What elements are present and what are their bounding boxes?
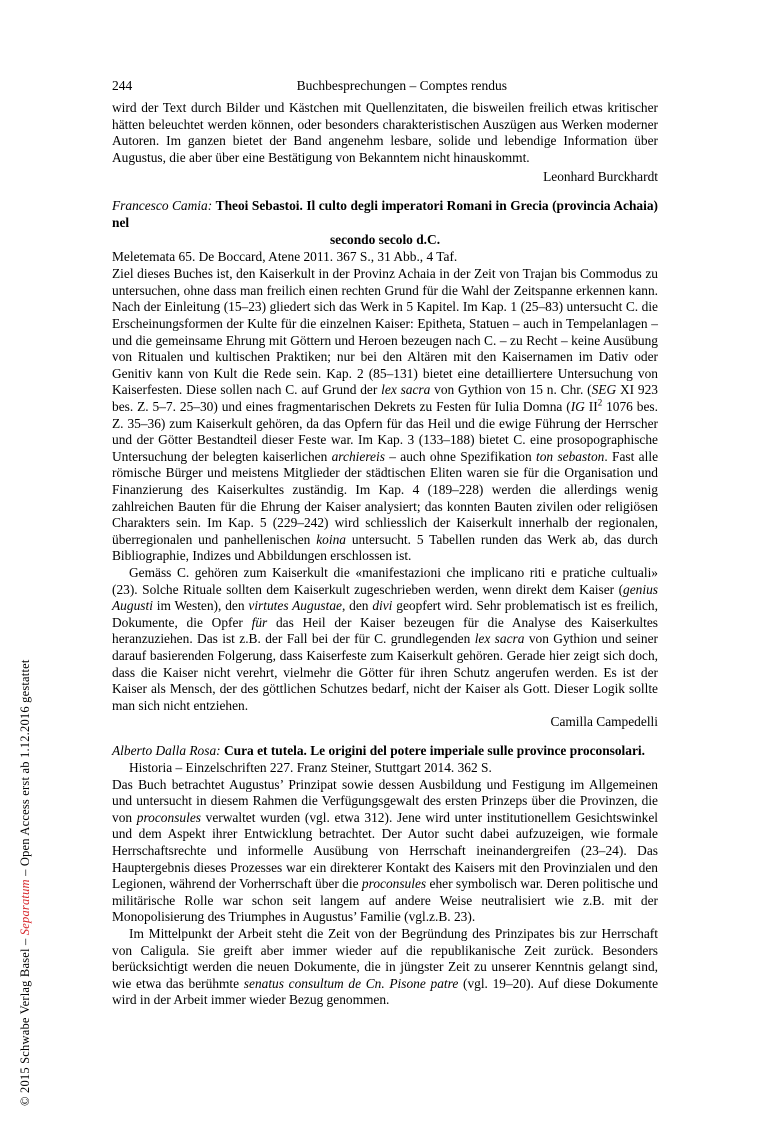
page-number: 244 [112,78,133,93]
review-author-2: Alberto Dalla Rosa: [112,743,221,759]
review-heading-1 [112,198,658,248]
side-note-prefix: © 2015 Schwabe Verlag Basel – [18,935,32,1106]
review-1-para-2: Gemäss C. gehören zum Kaiserkult die «manifestazioni che implicano riti e pratiche cultuali» (23). Solche Rituale sollten dem Kaiserkult zugeschrieben werden, wenn direkt dem Kaiser (genius Augusti im Westen), den virtutes Augustae, den divi geopfert wird. Sehr problematisch ist es freilich, Dokumente, die Opfer für das Heil der Kaiser bezeugen für die Analyse des Kaiserkultes heranzuziehen. Das ist z.B. der Fall bei der für C. grundlegenden lex sacra von Gythion und seiner darauf basierenden Folgerung, dass Kaiserfeste zum Kaiserkult gehören. Gerade hier zeigt sich doch, dass die Kaiser nicht verehrt, vielmehr die Götter für ihren Schutz angerufen werden. Es ist der Kaiser als Mensch, der des göttlichen Schutzes bedarf, nicht der Kaiser als Gott. Dieser Logik sollte man sich nicht entziehen. [112,564,658,713]
review-pubinfo-1: Meletemata 65. De Boccard, Atene 2011. 367 S., 31 Abb., 4 Taf. [112,249,458,265]
review-title-2: Cura et tutela. Le origini del potere imperiale sulle province proconsolari. [223,743,645,759]
review-pubinfo-2: Historia – Einzelschriften 227. Franz Steiner, Stuttgart 2014. 362 S. [129,759,492,775]
review-title-1-line1: Theoi Sebastoi. Il culto degli imperatori Romani in Grecia (provincia Achaia) nel [112,198,658,231]
continuation-paragraph: wird der Text durch Bilder und Kästchen mit Quellenzitaten, die bisweilen freilich etwas kritischer hätten beleuchtet werden können, oder besonders charakteristischen Auszügen aus Werken moderner Autoren. Im ganzen bietet der Band angenehm lesbare, solide und lebendige Information über Augustus, die aber über eine Bestätigung von Bekanntem nicht hinauskommt. [112,100,658,165]
copyright-side-note [18,486,33,1106]
side-note-separatum: Separatum [18,879,32,936]
running-head-title: Buchbesprechungen – Comptes rendus [296,78,507,93]
review-author-1: Francesco Camia: [112,198,213,214]
review-heading-2 [112,743,658,760]
review-2-para-2: Im Mittelpunkt der Arbeit steht die Zeit von der Begründung des Prinzipates bis zur Herrschaft von Caligula. Sie greift aber immer wieder auf die republikanische Zeit zurück. Besonders berücksichtigt werden die neuen Dokumente, die in jüngster Zeit zu unserer Kenntnis gelangt sind, wie etwa das berühmte senatus consultum de Cn. Pisone patre (vgl. 19–20). Auf diese Dokumente wird in der Arbeit immer wieder Bezug genommen. [112,925,659,1008]
reviewer-signature-0: Leonhard Burckhardt [543,169,658,185]
reviewer-signature-1: Camilla Campedelli [550,714,658,730]
review-2-para-1: Das Buch betrachtet Augustus’ Prinzipat sowie dessen Ausbildung und Festigung im Allgemeinen und untersucht in diesem Rahmen die Verfügungsgewalt des ersten Prinzeps über die Provinzen, die von proconsules verwaltet wurden (vgl. etwa 312). Jene wird unter institutionellem Gesichtswinkel und dem Aspekt ihrer Entwicklung betrachtet. Der Autor sucht dabei aufzuzeigen, wie formale Herrschaftsrechte und informelle Ausübung von Herrschaft ineinandergreifen (23–24). Das Hauptergebnis dieses Prozesses war ein direkterer Kontakt des Kaisers mit den Provinzialen und den Legionen, während der Vorherrschaft über die proconsules eher symbolisch war. Deren politische und militärische Rolle war schon seit langem auf andere Weise neutralisiert wie z.B. mit der Monopolisierung des Triumphes in Augustus’ Familie (vgl.z.B. 23). [112,776,659,925]
side-note-suffix: – Open Access erst ab 1.12.2016 gestattet [18,659,32,880]
page-content [112,78,658,1009]
running-header [112,78,658,100]
review-1-para-1: Ziel dieses Buches ist, den Kaiserkult in der Provinz Achaia in der Zeit von Trajan bis Commodus zu untersuchen, ohne dass man freilich einen rechten Grund für die Wahl der Zeitspanne erkennen kann. Nach der Einleitung (15–23) gliedert sich das Werk in 5 Kapitel. Im Kap. 1 (25–83) untersucht C. die Erscheinungsformen der Kulte für die einzelnen Kaiser: Epitheta, Statuen – auch in Tempelanlagen – und die gemeinsame Ehrung mit Göttern und Heroen bezeugen nach C. – zu Recht – keine Ausübung von Ritualen und kultischen Praktiken; nur bei den Altären mit den Kaisernamen im Dativ oder Genitiv kann von Kult die Rede sein. Kap. 2 (85–131) bietet eine detailliertere Untersuchung von Kaiserfesten. Diese sollen nach C. auf Grund der lex sacra von Gythion von 15 n. Chr. (SEG XI 923 bes. Z. 5–7. 25–30) und eines fragmentarischen Dekrets zu Festen für Iulia Domna (IG $II^2$ 1076 bes. Z. 35–36) zum Kaiserkult gehören, da das Opfern für das Heil und die ewige Führung der Herrscher und der Götter Bestandteil dieser Feste war. Im Kap. 3 (133–188) bietet C. eine prosopographische Untersuchung der belegten kaiserlichen archiereis – auch ohne Spezifikation ton sebaston. Fast alle römische Bürger und meistens Mitglieder der städtischen Eliten waren sie für die Organisation und Finanzierung des Kaiserkultes zuständig. Im Kap. 4 (189–228) werden die allerdings wenig zahlreichen Bauten für die Ehrung der Kaiser analysiert; das konnten Bauten zivilen oder religiösen Charakters sein. Im Kap. 5 (229–242) wird schliesslich der Kaiserkult innerhalb der regionalen, überregionalen und panhellenischen koina untersucht. 5 Tabellen runden das Werk ab, das durch Bibliographie, Indizes und Abbildungen erschlossen ist. [112,266,659,564]
review-title-1-line2: secondo secolo d.C. [329,231,441,247]
